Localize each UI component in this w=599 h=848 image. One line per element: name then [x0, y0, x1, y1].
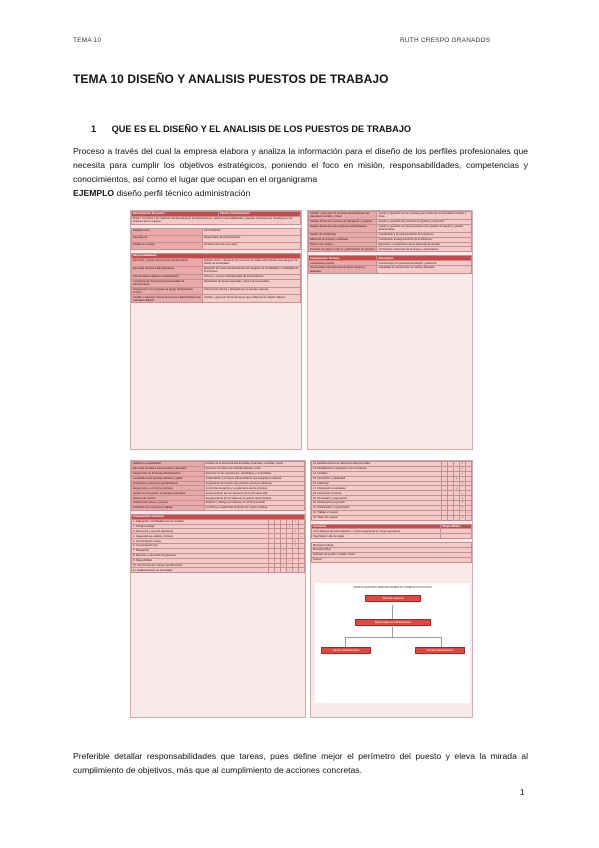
software-table: [311, 542, 472, 563]
software-cell: Microsoft Office: [312, 548, 472, 553]
competency-desc: Coordinación con personal tecnológico y asistente.: [377, 261, 472, 266]
training-cell: Nivel Medio / Alto de inglés: [312, 534, 441, 539]
job-profile-image-2: [307, 210, 473, 450]
example-text: diseño perfil técnico administración: [116, 188, 251, 198]
competency-detail-table: [131, 461, 305, 511]
responsibilities-table: [131, 253, 301, 304]
software-cell: Internet: [312, 557, 472, 562]
resp-desc: Ejecución de tareas administrativas que aseguren la contabilidad y rentabilidad de la empresa.: [202, 266, 300, 274]
process-desc: Contribución al fomento de la mejora y optimización.: [377, 247, 472, 252]
matrix-row-label: 2. Autoaprendizaje: [132, 524, 269, 529]
resp-label: Interlocución con empresas de apoyo administrativo externo: [132, 287, 203, 295]
matrix-row-label: 23. Visión de negocio: [312, 515, 442, 520]
detail-desc: Ejecución de planes de actividad laboral y otros.: [204, 466, 304, 471]
competency-label: Coordinación interna: [309, 261, 377, 266]
training-head: Formación: [312, 524, 441, 529]
resp-desc: Realización de tareas asignadas y apoyo al responsable.: [202, 279, 300, 287]
detail-desc: Contribuye a desarrollar acciones de mejora continua.: [204, 505, 304, 510]
matrix-row-label: 16. Liderazgo: [312, 481, 442, 486]
org-box: Responsable de Administración: [355, 619, 431, 626]
matrix-row-label: 8. Dirección y desarrollo de personas: [132, 553, 269, 558]
matrix-row-label: 15. Innovación y creatividad: [312, 476, 442, 481]
org-box: Técnico Administración: [321, 647, 371, 654]
org-chart: [315, 583, 470, 703]
process-label: Fomentar la mejora continua y optimización de procesos: [310, 247, 376, 251]
training-table: [311, 524, 472, 540]
job-profile-image-4: [310, 460, 473, 718]
competencies-head: Competencias Técnicas: [309, 256, 377, 261]
training-cell: Ciclo Superior de Administración o 3 años experiencia en cargo equivalente: [312, 529, 441, 534]
matrix-row-label: 22. Trabajo en equipo: [312, 510, 442, 515]
detail-desc: Seguimiento de tiempos que permiten procesos eficientes.: [204, 481, 304, 486]
document-title: TEMA 10 DISEÑO Y ANALISIS PUESTOS DE TRABAJO: [73, 72, 389, 86]
resp-desc: Interlocución directa y delegada con empresas externas.: [202, 287, 300, 295]
software-cell: Microsoft Outlook: [312, 543, 472, 548]
detail-desc: Aseguramiento de los sistemas de gestión administrativa.: [204, 496, 304, 501]
detail-label: Instalación de entornos de calidad: [132, 505, 205, 510]
detail-label: Seguimiento y control de procesos: [132, 486, 205, 491]
org-connector: [345, 637, 346, 647]
section-heading: [91, 124, 411, 134]
process-desc: Ejecución y cumplimiento de los Sistemas de Gestión.: [377, 242, 472, 247]
matrix-row-label: 21. Planificación y organización: [312, 505, 442, 510]
detail-desc: Aseguramiento del cumplimiento de la Normativa PRL.: [204, 491, 304, 496]
profile-head-cell: Técnico Administración: [219, 212, 301, 217]
competency-label: Interlocución entre Servicios de Apoyo Externo y delegada: [309, 266, 377, 274]
info-value: Responsable de Administración: [202, 235, 300, 242]
job-profile-image-3: [130, 460, 306, 718]
process-desc: Contribución a la implementación de soluciones.: [377, 232, 472, 237]
org-box: Dirección General: [365, 595, 421, 602]
info-value: Administración: [202, 228, 300, 235]
process-label: Sistema de Gestión: [309, 242, 377, 247]
closing-paragraph: Preferible detallar responsabilidades que tareas, pues define mejor el perímetro del puesto y eleva la mirada al cumplimiento de objetivos, más que al cumplimiento de acciones concretas.: [73, 751, 528, 775]
info-label: Departamento: [132, 228, 203, 235]
info-label: Perfiles a su cargo: [132, 242, 203, 249]
software-cell: Software de gestión contable / fiscal: [312, 552, 472, 557]
process-label: Gestión directa de otros procesos administrativos: [309, 224, 377, 232]
matrix-row-label: 20. Resistencia a la presión: [312, 501, 442, 506]
matrix-row-label: 4. Capacidad de análisis y síntesis: [132, 534, 269, 539]
matrix-row-label: 6. Comunicación oral: [132, 544, 269, 549]
process-label: Eficiencia de recursos materiales: [309, 237, 377, 242]
org-chart-title: ORGANIGRAMA DEPARTAMENTO ADMINISTRACIÓN: [353, 585, 432, 589]
matrix-row-label: 3. Autonomía y toma de decisiones: [132, 529, 269, 534]
resp-label: Soporte Responsable de Administración: [132, 274, 203, 279]
process-desc: Gestión y ejecución de otros procesos como gestión de seguros y gestión administrativa.: [377, 224, 472, 232]
detail-label: Gestión de Prevención de Riesgos Laborales: [132, 491, 205, 496]
matrix-row-label: 13. Identificación e integración con la empresa: [312, 466, 442, 471]
resp-desc: Gestión y ejecución de los procesos que conforman la relación laboral.: [202, 295, 300, 303]
resp-label: Ejecución y gestión de procesos administrativos: [132, 258, 203, 266]
section-number: 1: [91, 124, 97, 134]
intro-paragraph: Proceso a través del cual la empresa elabora y analiza la información para el diseño de los perfiles profesionales que necesita para cumplir los objetivos estratégicos, poniendo el foco en misión, responsabilidades, competencias y conocimientos, así como el lugar que ocupan en el organigrama: [73, 146, 528, 184]
example-line: [73, 188, 250, 198]
generic-competencies-matrix: Competencias Genéricas 1. Adaptación y flexibilidad ante los cambios • 2. Autoaprendizaje • 3. Autonomía y toma de decisiones • 4. Capacidad de análisis y síntesis • 5. Comunicación escrita • 6. Comunicación oral • 7. Delegación • 8. Dirección y desarrollo de personas • 9. Disponibilidad • 10. Dominio de una misma: autoafirmación • 11. Establecimiento de prioridades •: [131, 514, 305, 574]
detail-desc: Análisis de la estructura administrativa, financiera, contable y fiscal.: [204, 462, 304, 467]
competencies-table: [308, 255, 472, 274]
matrix-row-label: 18. Orientación al cliente: [312, 491, 442, 496]
detail-label: Ejecución de planes administrativos generales: [132, 466, 205, 471]
competencies-head: Descripción: [377, 256, 472, 261]
detail-label: Sistema de Gestión: [132, 496, 205, 501]
page-number: 1: [520, 788, 525, 797]
matrix-row-label: 14. Iniciativa: [312, 471, 442, 476]
resp-label: Gestión y ejecución directa de procesos administrativos de naturaleza laboral: [133, 295, 201, 302]
training-head: Tiempo Mínimo: [440, 524, 471, 529]
matrix-row-label: 7. Delegación: [132, 548, 269, 553]
org-box: Técnico Administración: [415, 647, 465, 654]
resp-desc: Gestión eficaz y directa de los procesos de índole administrativo que aseguren la fluidez de la actividad.: [202, 258, 300, 266]
processes-table: [308, 211, 472, 252]
org-connector: [392, 627, 393, 637]
detail-label: Interlocución interna y externa: [132, 501, 205, 506]
process-label: Gestión de incidencias: [309, 232, 377, 237]
detail-label: Conductas socio-técnicas eficaces y ágiles: [132, 476, 205, 481]
profile-head-cell: Denominación del puesto: [132, 212, 219, 217]
org-connector: [345, 637, 441, 638]
profile-header-table: [131, 211, 301, 225]
example-label: EJEMPLO: [73, 188, 115, 198]
detail-label: Orientación a procesos administrativos: [132, 481, 205, 486]
matrix-row-label: 19. Persuasión y negociación: [312, 496, 442, 501]
process-label: Gestión directa de procesos de Transporte y Logística: [309, 219, 377, 224]
generic-competencies-matrix-2: 12. Establecimiento de relaciones interpersonales • 13. Identificación e integración con la empresa • 14. Iniciativa • 15. Innovación y creatividad • 16. Liderazgo • 17. Orientación a resultados • 18. Orientación al cliente • 19. Persuasión y negociación • 20. Resistencia a la presión • 21. Planificación y organización • 22. Trabajo en equipo • 23. Visión de negocio •: [311, 461, 472, 521]
section-heading-text: QUE ES EL DISEÑO Y EL ANALISIS DE LOS PUESTOS DE TRABAJO: [111, 124, 412, 134]
detail-desc: Relación y diálogo permanente con el Responsable.: [204, 501, 304, 506]
matrix-row-label: 17. Orientación a resultados: [312, 486, 442, 491]
process-label: Gestión y ejecución de procesos administrativos de naturaleza contable y fiscal: [309, 212, 377, 220]
detail-label: Seguimiento de Procesos administrativos: [132, 471, 205, 476]
responsibilities-head: Responsabilidades: [132, 253, 301, 258]
matrix-row-label: 12. Establecimiento de relaciones interpersonales: [312, 462, 442, 467]
matrix-row-label: 5. Comunicación escrita: [132, 539, 269, 544]
resp-label: Cumplimiento instrucciones Responsable de Administración: [132, 279, 203, 287]
header-right: RUTH CRESPO GRANADOS: [400, 37, 491, 44]
resp-desc: Informa y reporta al Responsable de Administración.: [202, 274, 300, 279]
matrix-row-label: 9. Disponibilidad: [132, 558, 269, 563]
competency-desc: Capacidad de interlocución de manera delegada.: [377, 266, 472, 274]
matrix-row-label: 1. Adaptación y flexibilidad ante los cambios: [132, 519, 269, 524]
detail-label: Análisis de capacidades: [132, 462, 205, 467]
training-cell: [440, 534, 471, 539]
resp-label: Ejecución funciones administrativas: [132, 266, 203, 274]
detail-desc: Colaboración y procesos administrativos que aseguren la eficacia.: [204, 476, 304, 481]
process-desc: Gestión y ejecución de los procesos que conforman la naturaleza contable y fiscal.: [377, 212, 472, 220]
process-desc: Gestión y ejecución de procesos de logística y transporte.: [377, 219, 472, 224]
org-connector: [392, 605, 393, 619]
mission-cell: Misión: Contribuir a los objetivos del departamento de Administración, asumir responsabilidades y ejecutar funciones que contribuyan a los objetivos de la empresa.: [132, 216, 301, 224]
matrix-row-label: 11. Establecimiento de prioridades: [132, 568, 269, 573]
header-left: TEMA 10: [73, 37, 102, 44]
org-connector: [441, 637, 442, 647]
detail-desc: Ejecución de las operaciones, actividades y necesidades.: [204, 471, 304, 476]
matrix-head: Competencias Genéricas: [132, 514, 305, 519]
detail-desc: Control del desarrollo y cumplimiento de los procesos.: [204, 486, 304, 491]
info-value: No tiene personal a su cargo: [202, 242, 300, 249]
job-profile-image-1: [130, 210, 302, 450]
info-label: Depende de: [132, 235, 203, 242]
profile-info-table: [131, 228, 301, 250]
matrix-row-label: 10. Dominio de una misma: autoafirmación: [132, 563, 269, 568]
process-desc: Contribución al aseguramiento de la eficiencia.: [377, 237, 472, 242]
